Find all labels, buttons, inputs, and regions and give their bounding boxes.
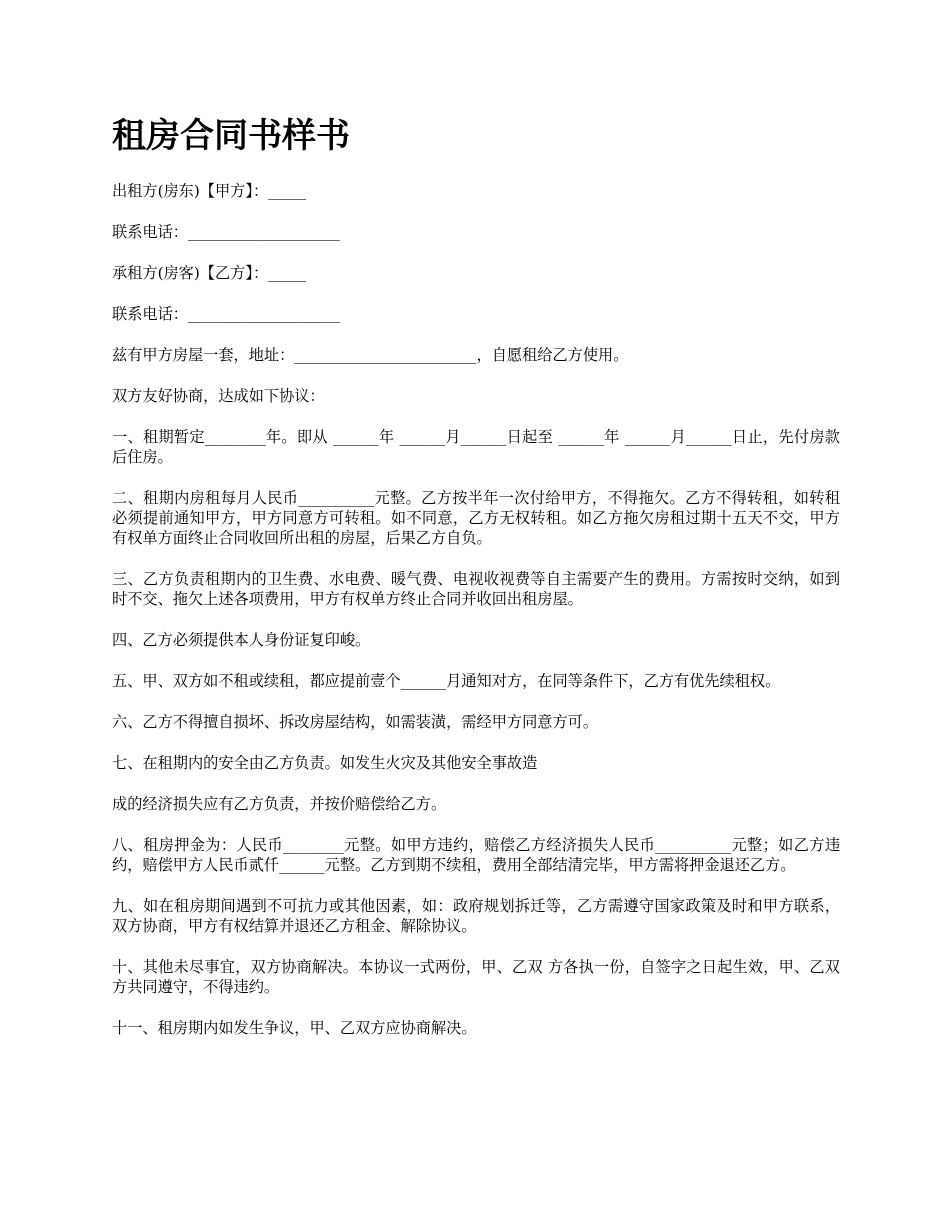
clause-9-force-majeure: 九、如在租房期间遇到不可抗力或其他因素，如：政府规划拆迁等，乙方需遵守国家政策及时和甲方联系，双方协商，甲方有权结算并退还乙方租金、解除协议。 [112, 897, 840, 935]
clause-3-fees: 三、乙方负责租期内的卫生费、水电费、暖气费、电视收视费等自主需要产生的费用。方需按时交纳，如到时不交、拖欠上述各项费用，甲方有权单方终止合同并收回出租房屋。 [112, 570, 840, 608]
agreement-intro: 双方友好协商，达成如下协议： [112, 387, 325, 405]
clause-7-safety-continued: 成的经济损失应有乙方负责，并按价赔偿给乙方。 [112, 795, 447, 813]
tenant-phone-line: 联系电话：____________________ [112, 305, 340, 323]
clause-1-lease-term: 一、租期暂定________年。即从 ______年 ______月______日起至 ______年 ______月______日止，先付房款后住房。 [112, 428, 840, 466]
clause-10-other-matters: 十、其他未尽事宜，双方协商解决。本协议一式两份，甲、乙双 方各执一份，自签字之日起生效，甲、乙双方共同遵守，不得违约。 [112, 958, 840, 996]
landlord-phone-line: 联系电话：____________________ [112, 223, 340, 241]
clause-5-renewal: 五、甲、双方如不租或续租，都应提前壹个______月通知对方，在同等条件下，乙方有优先续租权。 [112, 672, 781, 690]
document-title: 租房合同书样书 [112, 116, 350, 156]
clause-8-deposit: 八、租房押金为：人民币________元整。如甲方违约，赔偿乙方经济损失人民币__________元整；如乙方违约，赔偿甲方人民币贰仟______元整。乙方到期不续租，费用全部结清完毕，甲方需将押金退还乙方。 [112, 836, 840, 874]
clause-2-rent: 二、租期内房租每月人民币__________元整。乙方按半年一次付给甲方，不得拖欠。乙方不得转租，如转租必须提前通知甲方，甲方同意方可转租。如不同意，乙方无权转租。如乙方拖欠房租过期十五天不交，甲方有权单方面终止合同收回所出租的房屋，后果乙方自负。 [112, 489, 840, 547]
clause-4-id-copy: 四、乙方必须提供本人身份证复印峻。 [112, 631, 371, 649]
document-page [112, 112, 840, 1059]
clause-7-safety: 七、在租期内的安全由乙方负责。如发生火灾及其他安全事故造 [112, 754, 538, 772]
clause-11-disputes: 十一、租房期内如发生争议，甲、乙双方应协商解决。 [112, 1019, 477, 1037]
landlord-line: 出租方(房东)【甲方】：_____ [112, 182, 307, 200]
clause-6-structure: 六、乙方不得擅自损坏、拆改房屋结构，如需装潢，需经甲方同意方可。 [112, 713, 598, 731]
tenant-line: 承租方(房客)【乙方】：_____ [112, 264, 307, 282]
property-address-line: 兹有甲方房屋一套，地址：________________________，自愿租给乙方使用。 [112, 346, 629, 364]
